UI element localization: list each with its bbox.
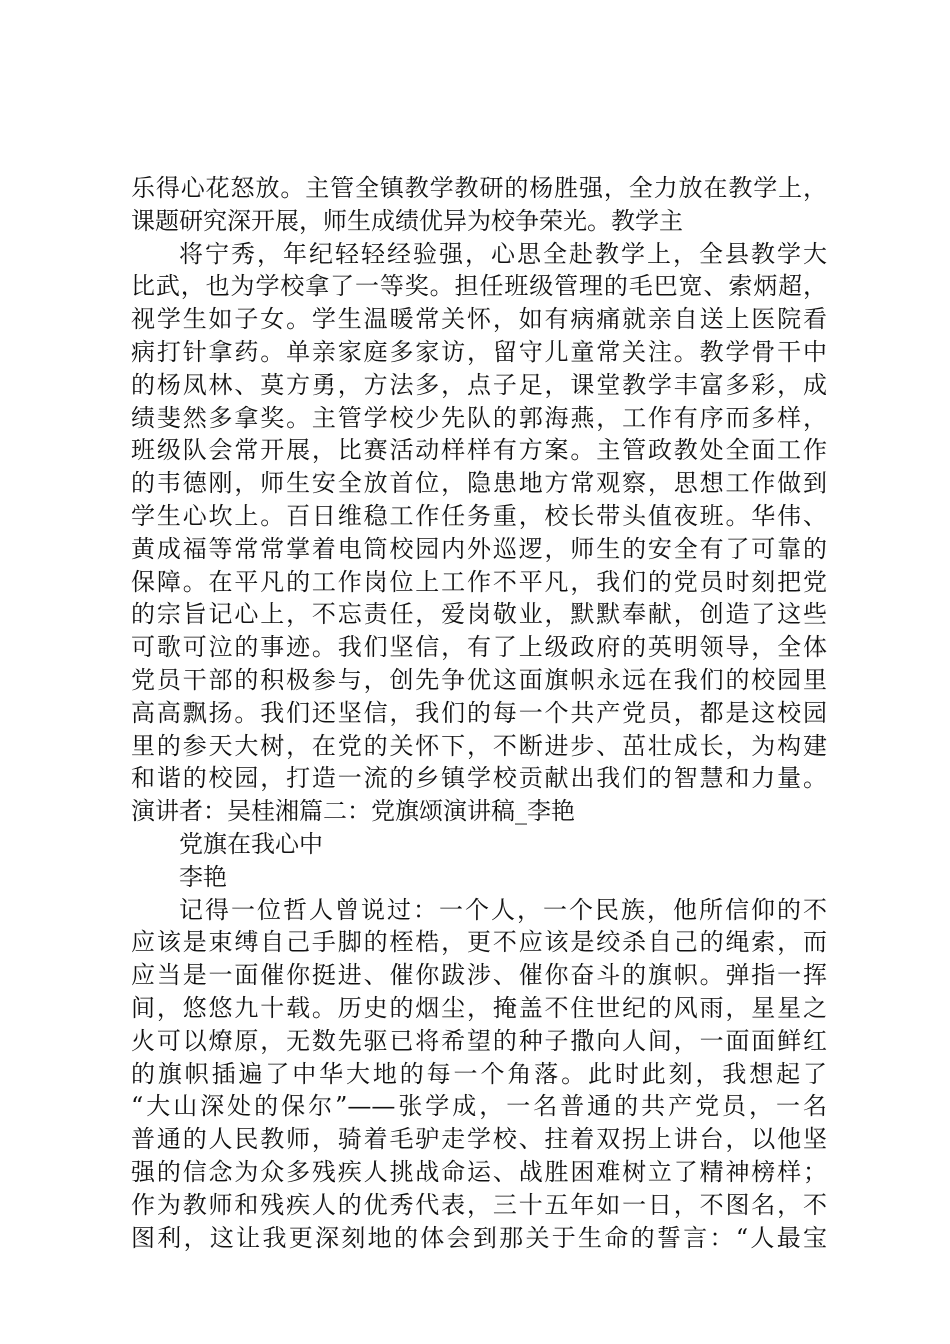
text-line: 高高飘扬。我们还坚信，我们的每一个共产党员，都是这校园 <box>131 698 827 727</box>
text-line: 演讲者：吴桂湘篇二：党旗颂演讲稿_李艳 <box>131 797 575 826</box>
text-line: 的韦德刚，师生安全放首位，隐患地方常观察，思想工作做到 <box>131 469 827 498</box>
text-line: 间，悠悠九十载。历史的烟尘，掩盖不住世纪的风雨，星星之 <box>131 993 827 1022</box>
text-line: 记得一位哲人曾说过：一个人，一个民族，他所信仰的不 <box>179 895 827 924</box>
text-line: 乐得心花怒放。主管全镇教学教研的杨胜强，全力放在教学上， <box>131 174 827 202</box>
text-line: 普通的人民教师，骑着毛驴走学校、拄着双拐上讲台，以他坚 <box>131 1125 827 1154</box>
text-line: 病打针拿药。单亲家庭多家访，留守儿童常关注。教学骨干中 <box>131 337 827 366</box>
text-line: 应当是一面催你挺进、催你跋涉、催你奋斗的旗帜。弹指一挥 <box>131 961 827 990</box>
text-line: 党旗在我心中 <box>179 829 323 858</box>
text-line: 的宗旨记心上，不忘责任，爱岗敬业，默默奉献，创造了这些 <box>131 600 827 629</box>
text-line: 里的参天大树，在党的关怀下，不断进步、茁壮成长，为构建 <box>131 731 827 760</box>
text-line: 黄成福等常常掌着电筒校园内外巡逻，师生的安全有了可靠的 <box>131 534 827 563</box>
text-line: 比武，也为学校拿了一等奖。担任班级管理的毛巴宽、索炳超， <box>131 272 827 301</box>
text-line: 强的信念为众多残疾人挑战命运、战胜困难树立了精神榜样； <box>131 1157 827 1186</box>
text-line: 火可以燎原，无数先驱已将希望的种子撒向人间，一面面鲜红 <box>131 1026 827 1055</box>
text-line: 作为教师和残疾人的优秀代表，三十五年如一日，不图名，不 <box>131 1190 827 1219</box>
text-line: “大山深处的保尔”——张学成，一名普通的共产党员，一名 <box>131 1092 827 1121</box>
text-line: 绩斐然多拿奖。主管学校少先队的郭海燕，工作有序而多样， <box>131 403 827 432</box>
text-line: 的杨凤林、莫方勇，方法多，点子足，课堂教学丰富多彩，成 <box>131 370 827 399</box>
text-line: 学生心坎上。百日维稳工作任务重，校长带头值夜班。华伟、 <box>131 501 827 530</box>
text-line: 和谐的校园，打造一流的乡镇学校贡献出我们的智慧和力量。 <box>131 764 827 793</box>
text-line: 李艳 <box>179 862 227 891</box>
text-line: 班级队会常开展，比赛活动样样有方案。主管政教处全面工作 <box>131 436 827 465</box>
text-line: 的旗帜插遍了中华大地的每一个角落。此时此刻，我想起了 <box>131 1059 827 1088</box>
text-line: 保障。在平凡的工作岗位上工作不平凡，我们的党员时刻把党 <box>131 567 827 596</box>
text-line: 视学生如子女。学生温暖常关怀，如有病痛就亲自送上医院看 <box>131 305 827 334</box>
document-body <box>131 172 827 1254</box>
text-line: 将宁秀，年纪轻轻经验强，心思全赴教学上，全县教学大 <box>179 239 827 268</box>
text-line: 应该是束缚自己手脚的桎梏，更不应该是绞杀自己的绳索，而 <box>131 928 827 957</box>
text-line: 图利，这让我更深刻地的体会到那关于生命的誓言：“人最宝 <box>131 1223 827 1252</box>
text-line: 课题研究深开展，师生成绩优异为校争荣光。教学主 <box>131 206 683 235</box>
text-line: 可歌可泣的事迹。我们坚信，有了上级政府的英明领导，全体 <box>131 633 827 662</box>
text-line: 党员干部的积极参与，创先争优这面旗帜永远在我们的校园里 <box>131 665 827 694</box>
